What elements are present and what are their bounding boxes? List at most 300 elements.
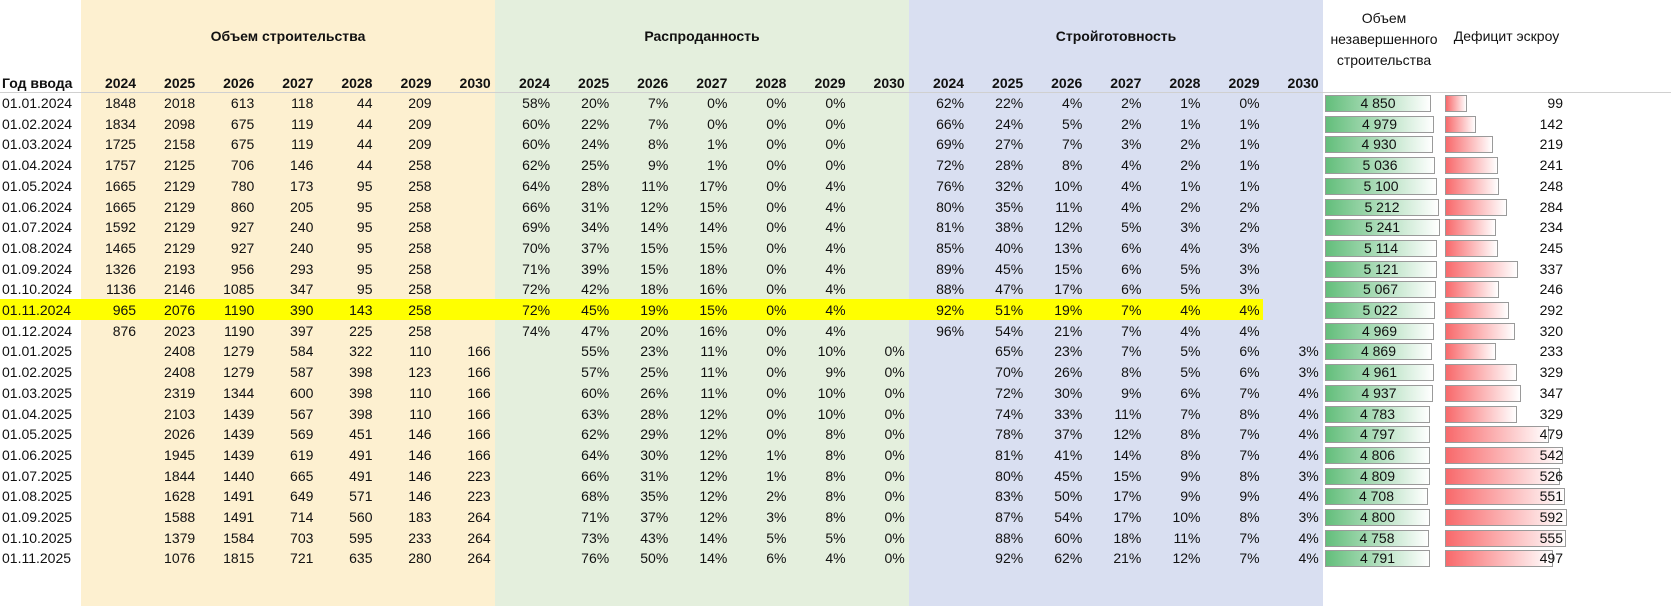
readiness-cell[interactable]: 3%: [1298, 343, 1319, 360]
readiness-cell[interactable]: 80%: [995, 467, 1024, 484]
unfinished-value[interactable]: 5 100: [1363, 177, 1399, 194]
readiness-cell[interactable]: 4%: [1180, 302, 1201, 318]
readiness-cell[interactable]: 92%: [936, 302, 965, 318]
volume-cell[interactable]: 258: [408, 322, 432, 339]
readiness-cell[interactable]: 7%: [1121, 322, 1142, 339]
volume-cell[interactable]: 258: [408, 219, 432, 236]
row-date[interactable]: 01.10.2024: [2, 281, 73, 298]
row-date[interactable]: 01.05.2025: [2, 426, 73, 443]
row-date[interactable]: 01.12.2024: [2, 322, 73, 339]
readiness-cell[interactable]: 74%: [995, 405, 1024, 422]
sold-cell[interactable]: 64%: [522, 177, 551, 194]
sold-cell[interactable]: 0%: [707, 95, 728, 111]
sold-cell[interactable]: 57%: [581, 364, 610, 381]
sold-cell[interactable]: 9%: [825, 364, 846, 381]
volume-cell[interactable]: 1190: [224, 322, 255, 339]
sold-cell[interactable]: 70%: [522, 239, 551, 256]
sold-cell[interactable]: 0%: [884, 343, 905, 360]
volume-cell[interactable]: 258: [408, 302, 432, 318]
volume-cell[interactable]: 1379: [164, 529, 196, 546]
sold-cell[interactable]: 10%: [817, 343, 846, 360]
row-date[interactable]: 01.07.2025: [2, 467, 73, 484]
readiness-cell[interactable]: 4%: [1121, 198, 1142, 215]
readiness-cell[interactable]: 76%: [936, 177, 965, 194]
readiness-cell[interactable]: 87%: [995, 509, 1024, 525]
volume-cell[interactable]: 595: [349, 529, 373, 546]
readiness-cell[interactable]: 7%: [1121, 343, 1142, 360]
volume-cell[interactable]: 1588: [164, 509, 196, 525]
volume-cell[interactable]: 569: [290, 426, 314, 443]
sold-cell[interactable]: 8%: [825, 467, 846, 484]
readiness-cell[interactable]: 2%: [1239, 198, 1260, 215]
readiness-cell[interactable]: 5%: [1180, 260, 1201, 277]
readiness-cell[interactable]: 14%: [1113, 446, 1142, 463]
sold-cell[interactable]: 1%: [766, 467, 787, 484]
row-date[interactable]: 01.03.2024: [2, 136, 73, 153]
row-date[interactable]: 01.08.2024: [2, 239, 73, 256]
volume-cell[interactable]: 1439: [223, 446, 255, 463]
sold-cell[interactable]: 0%: [884, 364, 905, 381]
readiness-cell[interactable]: 3%: [1180, 219, 1201, 236]
readiness-cell[interactable]: 38%: [995, 219, 1024, 236]
readiness-cell[interactable]: 4%: [1298, 405, 1319, 422]
sold-cell[interactable]: 12%: [699, 426, 728, 443]
escrow-value[interactable]: 337: [1539, 260, 1563, 277]
volume-cell[interactable]: 398: [349, 364, 373, 381]
sold-cell[interactable]: 18%: [699, 260, 728, 277]
volume-cell[interactable]: 322: [349, 343, 373, 360]
unfinished-value[interactable]: 4 961: [1361, 364, 1398, 381]
escrow-value[interactable]: 284: [1539, 198, 1563, 215]
volume-cell[interactable]: 2408: [164, 364, 196, 381]
readiness-cell[interactable]: 30%: [1054, 384, 1083, 401]
sold-cell[interactable]: 0%: [766, 157, 787, 174]
volume-cell[interactable]: 567: [290, 405, 314, 422]
volume-cell[interactable]: 2026: [164, 426, 196, 443]
sold-cell[interactable]: 4%: [825, 302, 846, 318]
sold-cell[interactable]: 0%: [766, 198, 787, 215]
sold-cell[interactable]: 34%: [581, 219, 610, 236]
readiness-cell[interactable]: 7%: [1062, 136, 1083, 153]
readiness-cell[interactable]: 9%: [1121, 384, 1142, 401]
sold-cell[interactable]: 0%: [766, 281, 787, 298]
sold-cell[interactable]: 4%: [825, 219, 846, 236]
unfinished-value[interactable]: 4 783: [1359, 405, 1396, 422]
readiness-cell[interactable]: 62%: [936, 95, 965, 111]
sold-cell[interactable]: 12%: [640, 198, 669, 215]
readiness-cell[interactable]: 65%: [995, 343, 1024, 360]
sold-cell[interactable]: 26%: [640, 384, 669, 401]
readiness-cell[interactable]: 8%: [1239, 509, 1260, 525]
sold-cell[interactable]: 31%: [640, 467, 669, 484]
readiness-cell[interactable]: 1%: [1180, 95, 1201, 111]
volume-cell[interactable]: 95: [356, 281, 373, 298]
sold-cell[interactable]: 35%: [640, 488, 669, 505]
volume-cell[interactable]: 703: [290, 529, 314, 546]
readiness-cell[interactable]: 5%: [1180, 343, 1201, 360]
volume-cell[interactable]: 1665: [104, 198, 137, 215]
sold-cell[interactable]: 39%: [581, 260, 610, 277]
volume-cell[interactable]: 398: [349, 405, 373, 422]
sold-cell[interactable]: 69%: [522, 219, 551, 236]
sold-cell[interactable]: 12%: [699, 467, 728, 484]
sold-cell[interactable]: 4%: [825, 198, 846, 215]
unfinished-value[interactable]: 4 869: [1360, 343, 1397, 360]
sold-cell[interactable]: 28%: [581, 177, 610, 194]
readiness-cell[interactable]: 24%: [995, 115, 1024, 132]
escrow-value[interactable]: 479: [1539, 426, 1563, 443]
readiness-cell[interactable]: 2%: [1180, 157, 1201, 174]
volume-cell[interactable]: 927: [230, 239, 255, 256]
escrow-value[interactable]: 320: [1539, 322, 1563, 339]
volume-cell[interactable]: 1439: [223, 426, 255, 443]
readiness-cell[interactable]: 10%: [1054, 177, 1083, 194]
volume-cell[interactable]: 146: [408, 488, 432, 505]
volume-cell[interactable]: 2129: [164, 239, 196, 256]
sold-cell[interactable]: 0%: [884, 467, 905, 484]
sold-cell[interactable]: 63%: [581, 405, 610, 422]
volume-cell[interactable]: 1440: [223, 467, 255, 484]
volume-cell[interactable]: 1848: [104, 95, 137, 111]
row-date[interactable]: 01.08.2025: [2, 488, 73, 505]
escrow-value[interactable]: 142: [1539, 115, 1563, 132]
volume-cell[interactable]: 2158: [164, 136, 196, 153]
sold-cell[interactable]: 4%: [825, 260, 846, 277]
sold-cell[interactable]: 58%: [522, 95, 551, 111]
escrow-value[interactable]: 592: [1539, 509, 1563, 525]
sold-cell[interactable]: 0%: [884, 529, 905, 546]
volume-cell[interactable]: 95: [356, 260, 373, 277]
sold-cell[interactable]: 22%: [581, 115, 610, 132]
sold-cell[interactable]: 0%: [825, 157, 846, 174]
sold-cell[interactable]: 18%: [640, 281, 669, 298]
volume-cell[interactable]: 2103: [164, 405, 196, 422]
sold-cell[interactable]: 29%: [640, 426, 669, 443]
readiness-cell[interactable]: 4%: [1298, 446, 1319, 463]
escrow-value[interactable]: 219: [1539, 136, 1563, 153]
sold-cell[interactable]: 4%: [825, 550, 846, 567]
volume-cell[interactable]: 860: [230, 198, 255, 215]
readiness-cell[interactable]: 45%: [1054, 467, 1083, 484]
sold-cell[interactable]: 4%: [825, 239, 846, 256]
readiness-cell[interactable]: 62%: [1054, 550, 1083, 567]
readiness-cell[interactable]: 41%: [1054, 446, 1083, 463]
sold-cell[interactable]: 60%: [522, 136, 551, 153]
readiness-cell[interactable]: 3%: [1298, 467, 1319, 484]
readiness-cell[interactable]: 2%: [1180, 198, 1201, 215]
volume-cell[interactable]: 183: [408, 509, 432, 525]
volume-cell[interactable]: 2098: [164, 115, 196, 132]
volume-cell[interactable]: 635: [349, 550, 373, 567]
volume-cell[interactable]: 110: [409, 343, 432, 360]
readiness-cell[interactable]: 8%: [1239, 405, 1260, 422]
readiness-cell[interactable]: 89%: [936, 260, 965, 277]
readiness-cell[interactable]: 3%: [1298, 509, 1319, 525]
volume-cell[interactable]: 675: [230, 136, 255, 153]
row-date[interactable]: 01.11.2025: [2, 550, 72, 567]
readiness-cell[interactable]: 4%: [1062, 95, 1083, 111]
readiness-cell[interactable]: 5%: [1180, 281, 1201, 298]
readiness-cell[interactable]: 72%: [936, 157, 965, 174]
readiness-cell[interactable]: 1%: [1180, 177, 1201, 194]
sold-cell[interactable]: 11%: [700, 343, 728, 360]
readiness-cell[interactable]: 92%: [995, 550, 1024, 567]
readiness-cell[interactable]: 0%: [1239, 95, 1260, 111]
volume-cell[interactable]: 205: [290, 198, 314, 215]
sold-cell[interactable]: 47%: [581, 322, 610, 339]
sold-cell[interactable]: 14%: [699, 219, 728, 236]
sold-cell[interactable]: 15%: [640, 239, 669, 256]
escrow-value[interactable]: 233: [1539, 343, 1563, 360]
readiness-cell[interactable]: 5%: [1062, 115, 1083, 132]
volume-cell[interactable]: 2319: [164, 384, 196, 401]
readiness-cell[interactable]: 1%: [1239, 136, 1260, 153]
volume-cell[interactable]: 223: [467, 467, 491, 484]
sold-cell[interactable]: 71%: [581, 509, 610, 525]
unfinished-value[interactable]: 4 800: [1359, 509, 1396, 525]
sold-cell[interactable]: 1%: [766, 446, 787, 463]
volume-cell[interactable]: 347: [290, 281, 314, 298]
readiness-cell[interactable]: 6%: [1180, 384, 1201, 401]
volume-cell[interactable]: 665: [290, 467, 314, 484]
sold-cell[interactable]: 14%: [699, 550, 728, 567]
sold-cell[interactable]: 8%: [825, 488, 846, 505]
readiness-cell[interactable]: 3%: [1239, 239, 1260, 256]
readiness-cell[interactable]: 88%: [936, 281, 965, 298]
sold-cell[interactable]: 9%: [648, 157, 669, 174]
readiness-cell[interactable]: 32%: [995, 177, 1024, 194]
sold-cell[interactable]: 15%: [699, 302, 728, 318]
readiness-cell[interactable]: 66%: [936, 115, 965, 132]
volume-cell[interactable]: 166: [467, 384, 491, 401]
readiness-cell[interactable]: 4%: [1180, 322, 1201, 339]
readiness-cell[interactable]: 8%: [1180, 426, 1201, 443]
sold-cell[interactable]: 6%: [766, 550, 787, 567]
sold-cell[interactable]: 5%: [766, 529, 787, 546]
sold-cell[interactable]: 0%: [766, 260, 787, 277]
volume-cell[interactable]: 451: [349, 426, 373, 443]
unfinished-value[interactable]: 4 791: [1359, 550, 1396, 567]
row-date[interactable]: 01.09.2025: [2, 509, 73, 525]
volume-cell[interactable]: 619: [290, 446, 314, 463]
readiness-cell[interactable]: 11%: [1173, 529, 1201, 546]
sold-cell[interactable]: 1%: [707, 157, 728, 174]
sold-cell[interactable]: 64%: [581, 446, 610, 463]
volume-cell[interactable]: 1076: [164, 550, 196, 567]
sold-cell[interactable]: 0%: [766, 343, 787, 360]
unfinished-value[interactable]: 4 850: [1360, 95, 1396, 111]
unfinished-value[interactable]: 4 979: [1361, 115, 1398, 132]
readiness-cell[interactable]: 96%: [936, 322, 965, 339]
sold-cell[interactable]: 62%: [522, 157, 551, 174]
readiness-cell[interactable]: 7%: [1239, 529, 1260, 546]
sold-cell[interactable]: 8%: [825, 426, 846, 443]
sold-cell[interactable]: 5%: [825, 529, 846, 546]
volume-cell[interactable]: 1491: [223, 509, 255, 525]
sold-cell[interactable]: 0%: [825, 136, 846, 153]
row-date[interactable]: 01.03.2025: [2, 384, 73, 401]
escrow-value[interactable]: 542: [1539, 446, 1563, 463]
readiness-cell[interactable]: 6%: [1239, 364, 1260, 381]
volume-cell[interactable]: 258: [408, 260, 432, 277]
sold-cell[interactable]: 1%: [707, 136, 728, 153]
row-date[interactable]: 01.01.2024: [2, 95, 73, 111]
sold-cell[interactable]: 71%: [522, 260, 551, 277]
readiness-cell[interactable]: 60%: [1054, 529, 1083, 546]
volume-cell[interactable]: 1725: [104, 136, 137, 153]
readiness-cell[interactable]: 27%: [995, 136, 1024, 153]
readiness-cell[interactable]: 2%: [1121, 95, 1142, 111]
volume-cell[interactable]: 146: [408, 446, 432, 463]
sold-cell[interactable]: 76%: [581, 550, 610, 567]
volume-cell[interactable]: 390: [290, 302, 314, 318]
volume-cell[interactable]: 293: [290, 260, 314, 277]
readiness-cell[interactable]: 4%: [1298, 488, 1319, 505]
row-date[interactable]: 01.09.2024: [2, 260, 73, 277]
volume-cell[interactable]: 1815: [223, 550, 255, 567]
volume-cell[interactable]: 119: [291, 115, 314, 132]
readiness-cell[interactable]: 1%: [1239, 177, 1260, 194]
sold-cell[interactable]: 17%: [699, 177, 728, 194]
volume-cell[interactable]: 2018: [164, 95, 196, 111]
volume-cell[interactable]: 1834: [104, 115, 137, 132]
sold-cell[interactable]: 30%: [640, 446, 669, 463]
readiness-cell[interactable]: 9%: [1239, 488, 1260, 505]
volume-cell[interactable]: 209: [408, 136, 432, 153]
volume-cell[interactable]: 560: [349, 509, 373, 525]
readiness-cell[interactable]: 21%: [1113, 550, 1142, 567]
row-date[interactable]: 01.06.2024: [2, 198, 73, 215]
volume-cell[interactable]: 587: [290, 364, 314, 381]
readiness-cell[interactable]: 47%: [995, 281, 1024, 298]
volume-cell[interactable]: 2076: [164, 302, 196, 318]
sold-cell[interactable]: 42%: [581, 281, 610, 298]
readiness-cell[interactable]: 2%: [1180, 136, 1201, 153]
volume-cell[interactable]: 110: [409, 384, 432, 401]
volume-cell[interactable]: 166: [467, 405, 491, 422]
sold-cell[interactable]: 12%: [699, 509, 728, 525]
escrow-value[interactable]: 234: [1539, 219, 1563, 236]
volume-cell[interactable]: 1344: [223, 384, 255, 401]
volume-cell[interactable]: 209: [408, 115, 432, 132]
readiness-cell[interactable]: 72%: [995, 384, 1024, 401]
readiness-cell[interactable]: 7%: [1239, 550, 1260, 567]
volume-cell[interactable]: 706: [230, 157, 255, 174]
sold-cell[interactable]: 66%: [522, 198, 551, 215]
volume-cell[interactable]: 225: [349, 322, 373, 339]
sold-cell[interactable]: 0%: [766, 136, 787, 153]
volume-cell[interactable]: 1491: [223, 488, 255, 505]
readiness-cell[interactable]: 21%: [1054, 322, 1083, 339]
volume-cell[interactable]: 258: [408, 281, 432, 298]
volume-cell[interactable]: 166: [467, 343, 491, 360]
sold-cell[interactable]: 15%: [699, 198, 728, 215]
volume-cell[interactable]: 146: [290, 157, 314, 174]
escrow-value[interactable]: 347: [1539, 384, 1563, 401]
row-date[interactable]: 01.02.2024: [2, 115, 73, 132]
sold-cell[interactable]: 0%: [825, 95, 846, 111]
volume-cell[interactable]: 1757: [104, 157, 137, 174]
readiness-cell[interactable]: 8%: [1239, 467, 1260, 484]
sold-cell[interactable]: 25%: [640, 364, 669, 381]
readiness-cell[interactable]: 37%: [1054, 426, 1083, 443]
sold-cell[interactable]: 15%: [699, 239, 728, 256]
volume-cell[interactable]: 119: [291, 136, 314, 153]
volume-cell[interactable]: 956: [230, 260, 255, 277]
unfinished-value[interactable]: 5 022: [1362, 302, 1398, 318]
sold-cell[interactable]: 0%: [766, 302, 787, 318]
volume-cell[interactable]: 1439: [223, 405, 255, 422]
sold-cell[interactable]: 7%: [648, 115, 669, 132]
volume-cell[interactable]: 2129: [164, 198, 196, 215]
unfinished-value[interactable]: 5 212: [1364, 198, 1400, 215]
readiness-cell[interactable]: 1%: [1180, 115, 1201, 132]
row-date[interactable]: 01.07.2024: [2, 219, 73, 236]
volume-cell[interactable]: 123: [408, 364, 432, 381]
readiness-cell[interactable]: 88%: [995, 529, 1024, 546]
volume-cell[interactable]: 44: [356, 115, 373, 132]
readiness-cell[interactable]: 4%: [1180, 239, 1201, 256]
sold-cell[interactable]: 4%: [825, 281, 846, 298]
escrow-value[interactable]: 555: [1539, 529, 1563, 546]
volume-cell[interactable]: 1279: [223, 343, 255, 360]
sold-cell[interactable]: 8%: [825, 509, 846, 525]
readiness-cell[interactable]: 4%: [1298, 550, 1319, 567]
sold-cell[interactable]: 0%: [884, 488, 905, 505]
sold-cell[interactable]: 0%: [884, 550, 905, 567]
readiness-cell[interactable]: 6%: [1121, 260, 1142, 277]
sold-cell[interactable]: 12%: [699, 488, 728, 505]
unfinished-value[interactable]: 4 937: [1361, 384, 1397, 401]
volume-cell[interactable]: 118: [291, 95, 314, 111]
sold-cell[interactable]: 0%: [884, 426, 905, 443]
volume-cell[interactable]: 2129: [164, 177, 196, 194]
volume-cell[interactable]: 258: [408, 177, 432, 194]
sold-cell[interactable]: 20%: [640, 322, 669, 339]
readiness-cell[interactable]: 35%: [995, 198, 1024, 215]
unfinished-value[interactable]: 5 114: [1364, 239, 1398, 256]
sold-cell[interactable]: 25%: [581, 157, 610, 174]
readiness-cell[interactable]: 12%: [1113, 426, 1142, 443]
readiness-cell[interactable]: 4%: [1239, 322, 1260, 339]
readiness-cell[interactable]: 11%: [1114, 405, 1142, 422]
volume-cell[interactable]: 240: [290, 219, 314, 236]
volume-cell[interactable]: 2193: [164, 260, 196, 277]
readiness-cell[interactable]: 9%: [1180, 488, 1201, 505]
sold-cell[interactable]: 11%: [641, 177, 669, 194]
readiness-cell[interactable]: 13%: [1054, 239, 1083, 256]
readiness-cell[interactable]: 4%: [1298, 426, 1319, 443]
volume-cell[interactable]: 927: [230, 219, 255, 236]
readiness-cell[interactable]: 8%: [1121, 364, 1142, 381]
row-date[interactable]: 01.10.2025: [2, 529, 73, 546]
sold-cell[interactable]: 11%: [700, 364, 728, 381]
readiness-cell[interactable]: 10%: [1172, 509, 1201, 525]
volume-cell[interactable]: 166: [467, 446, 491, 463]
readiness-cell[interactable]: 54%: [995, 322, 1024, 339]
sold-cell[interactable]: 0%: [884, 446, 905, 463]
sold-cell[interactable]: 66%: [581, 467, 610, 484]
volume-cell[interactable]: 264: [467, 529, 491, 546]
sold-cell[interactable]: 0%: [766, 239, 787, 256]
sold-cell[interactable]: 50%: [640, 550, 669, 567]
volume-cell[interactable]: 233: [408, 529, 432, 546]
readiness-cell[interactable]: 2%: [1121, 115, 1142, 132]
volume-cell[interactable]: 209: [408, 95, 432, 111]
readiness-cell[interactable]: 3%: [1239, 260, 1260, 277]
readiness-cell[interactable]: 54%: [1054, 509, 1083, 525]
readiness-cell[interactable]: 17%: [1054, 281, 1083, 298]
